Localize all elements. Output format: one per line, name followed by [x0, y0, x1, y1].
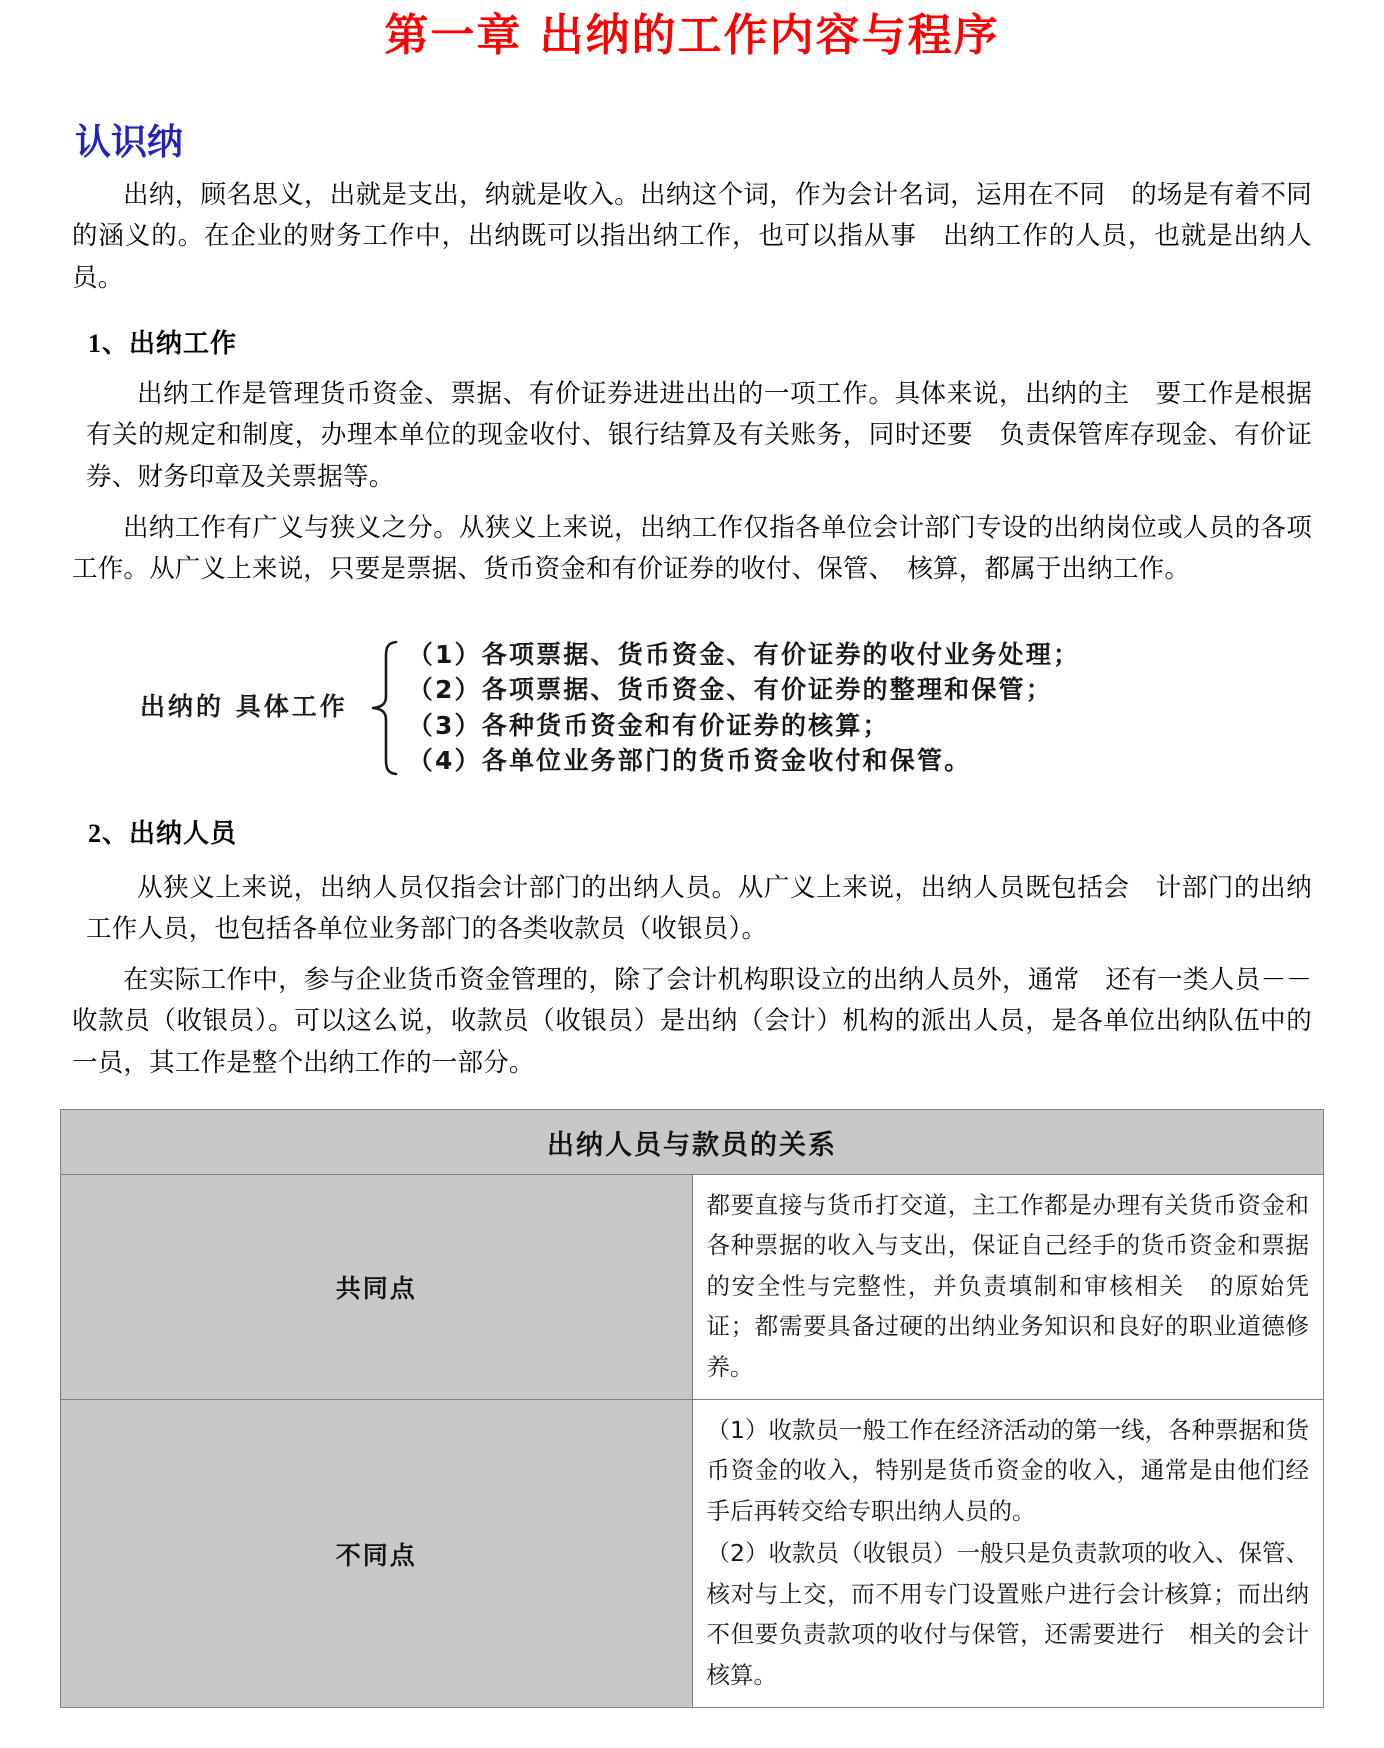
diagram-label — [140, 688, 348, 727]
page-title: 第一章 出纳的工作内容与程序 — [384, 10, 1000, 61]
table-header-row — [61, 1110, 1324, 1175]
table-title: 出纳人员与款员的关系 — [61, 1110, 1324, 1175]
section-heading-recognize: 认识纳 — [75, 122, 184, 162]
section1-paragraph-1: 出纳工作是管理货币资金、票据、有价证券进进出出的一项工作。具体来说，出纳的主 要工作是根据有关的规定和制度，办理本单位的现金收付、银行结算及有关账务，同时还要 负责保管库存现金、有价证券、财务印章及关票据等。 — [86, 379, 1312, 491]
section2-paragraph-1: 从狭义上来说，出纳人员仅指会计部门的出纳人员。从广义上来说，出纳人员既包括会 计部门的出纳工作人员，也包括各单位业务部门的各类收款员（收银员）。 — [86, 872, 1312, 943]
table-cell-line: （1）收款员一般工作在经济活动的第一线，各种票据和货币资金的收入，特别是货币资金的收入，通常是由他们经手后再转交给专职出纳人员的。 — [706, 1416, 1309, 1525]
diagram-item-list — [408, 637, 1080, 779]
table-cell-line: 都要直接与货币打交道，主工作都是办理有关货币资金和各种票据的收入与支出，保证自己经手的货币资金和票据的安全性与完整性，并负责填制和审核相关 的原始凭证；都需要具备过硬的出纳业务知识和良好的职业道德修养。 — [706, 1191, 1309, 1381]
table-row-label-common: 共同点 — [61, 1175, 693, 1400]
body-content-2 — [72, 814, 1312, 1083]
intro-paragraph: 出纳，顾名思义，出就是支出，纳就是收入。出纳这个词，作为会计名词，运用在不同 的场是有着不同的涵义的。在企业的财务工作中，出纳既可以指出纳工作，也可以指从事 出纳工作的人员，也就是出纳人员。 — [72, 180, 1312, 292]
comparison-table — [60, 1109, 1324, 1708]
table-row-label-difference: 不同点 — [61, 1400, 693, 1708]
diagram-item: （3）各种货币资金和有价证券的核算； — [407, 710, 890, 740]
cashier-duties-diagram — [0, 628, 1384, 788]
sub-heading-cashier-personnel: 2、出纳人员 — [88, 818, 238, 848]
section2-paragraph-2: 在实际工作中，参与企业货币资金管理的，除了会计机构职设立的出纳人员外，通常 还有一类人员－－收款员（收银员）。可以这么说，收款员（收银员）是出纳（会计）机构的派出人员，是各单位出纳队伍中的一员，其工作是整个出纳工作的一部分。 — [72, 965, 1312, 1077]
diagram-item: （1）各项票据、货币资金、有价证券的收付业务处理； — [407, 639, 1081, 669]
table-row — [61, 1175, 1324, 1400]
diagram-item: （4）各单位业务部门的货币资金收付和保管。 — [407, 746, 972, 776]
table-row — [61, 1400, 1324, 1708]
body-content — [72, 174, 1312, 589]
sub-heading-cashier-work: 1、出纳工作 — [88, 329, 238, 359]
diagram-label-line-2: 具体工作 — [235, 692, 348, 722]
section1-paragraph-2: 出纳工作有广义与狭义之分。从狭义上来说，出纳工作仅指各单位会计部门专设的出纳岗位或人员的各项工作。从广义上来说，只要是票据、货币资金和有价证券的收付、保管、 核算，都属于出纳工作。 — [72, 512, 1312, 584]
curly-brace-icon — [366, 638, 402, 778]
table-cell-line: （2）收款员（收银员）一般只是负责款项的收入、保管、核对与上交，而不用专门设置账户进行会计核算；而出纳不但要负责款项的收付与保管，还需要进行 相关的会计核算。 — [706, 1539, 1309, 1689]
diagram-label-line-1: 出纳的 — [140, 692, 225, 722]
table-cell-common-points — [692, 1175, 1324, 1400]
table-cell-differences — [692, 1400, 1324, 1708]
diagram-item: （2）各项票据、货币资金、有价证券的整理和保管； — [407, 675, 1053, 705]
